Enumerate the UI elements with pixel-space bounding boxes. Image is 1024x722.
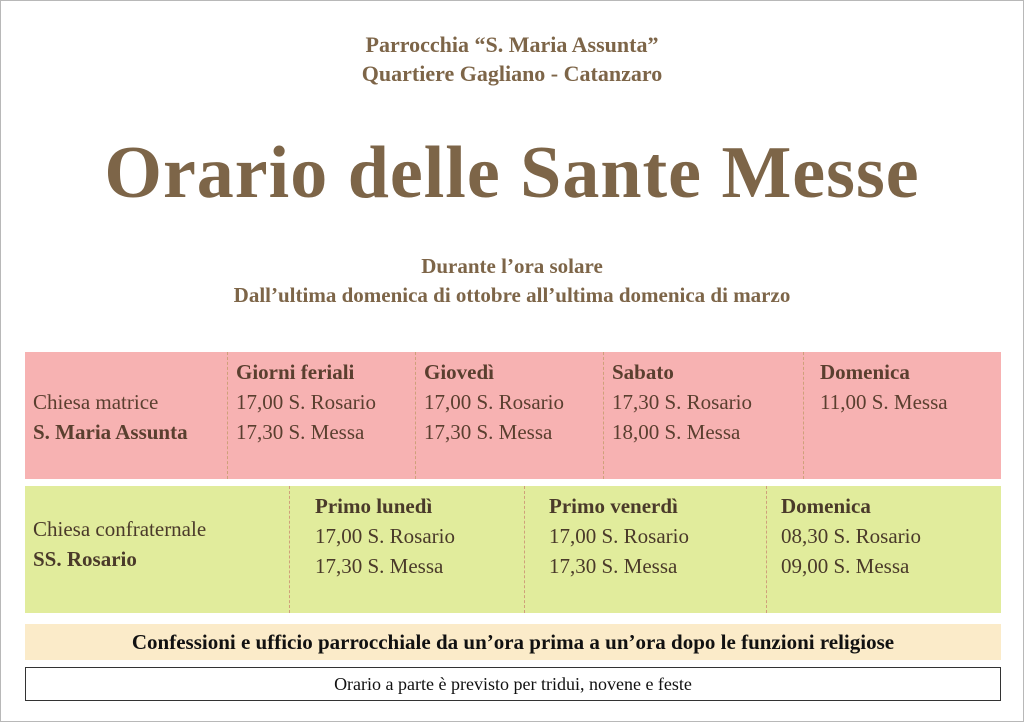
time-entry: 17,30 S. Messa xyxy=(549,554,678,578)
time-entry: 17,00 S. Rosario xyxy=(424,390,565,414)
day-heading: Sabato xyxy=(612,360,674,384)
time-entry: 11,00 S. Messa xyxy=(820,390,948,414)
church-label-confraternale xyxy=(25,486,289,613)
day-heading: Domenica xyxy=(820,360,910,384)
parish-name: Parrocchia “S. Maria Assunta” xyxy=(365,32,659,57)
confessions-banner: Confessioni e ufficio parrocchiale da un’ora prima a un’ora dopo le funzioni religiose xyxy=(25,624,1001,660)
time-entry: 17,30 S. Messa xyxy=(315,554,444,578)
church-label-line-2: S. Maria Assunta xyxy=(33,420,188,444)
time-entry: 17,00 S. Rosario xyxy=(549,524,690,548)
time-entry: 17,00 S. Rosario xyxy=(315,524,456,548)
schedule-matrice xyxy=(25,352,1001,479)
time-entry: 17,30 S. Messa xyxy=(424,420,553,444)
parish-district: Quartiere Gagliano - Catanzaro xyxy=(361,61,663,86)
church-label-line-2: SS. Rosario xyxy=(33,547,137,571)
time-entry: 17,30 S. Rosario xyxy=(612,390,753,414)
day-heading: Giovedì xyxy=(424,360,495,384)
schedule-column xyxy=(415,352,603,479)
special-schedule-note: Orario a parte è previsto per tridui, novene e feste xyxy=(25,667,1001,701)
schedule-column xyxy=(803,352,1001,479)
day-heading: Primo venerdì xyxy=(549,494,678,518)
subtitle-line-2: Dall’ultima domenica di ottobre all’ultima domenica di marzo xyxy=(233,283,791,307)
subtitle-line-1: Durante l’ora solare xyxy=(421,254,603,278)
schedule-column xyxy=(766,486,1001,613)
day-heading: Domenica xyxy=(781,494,871,518)
church-label-matrice xyxy=(25,352,227,479)
schedule-column xyxy=(603,352,803,479)
time-entry: 09,00 S. Messa xyxy=(781,554,910,578)
church-label-line-1: Chiesa matrice xyxy=(33,390,159,414)
schedule-column xyxy=(227,352,415,479)
time-entry: 08,30 S. Rosario xyxy=(781,524,922,548)
subtitle xyxy=(0,252,1024,310)
church-label-line-1: Chiesa confraternale xyxy=(33,517,207,541)
time-entry: 17,30 S. Messa xyxy=(236,420,365,444)
time-entry: 18,00 S. Messa xyxy=(612,420,741,444)
page-title: Orario delle Sante Messe xyxy=(104,132,920,214)
day-heading: Primo lunedì xyxy=(315,494,433,518)
schedule-column xyxy=(524,486,766,613)
day-heading: Giorni feriali xyxy=(236,360,355,384)
schedule-column xyxy=(289,486,524,613)
schedule-confraternale xyxy=(25,486,1001,613)
time-entry: 17,00 S. Rosario xyxy=(236,390,377,414)
